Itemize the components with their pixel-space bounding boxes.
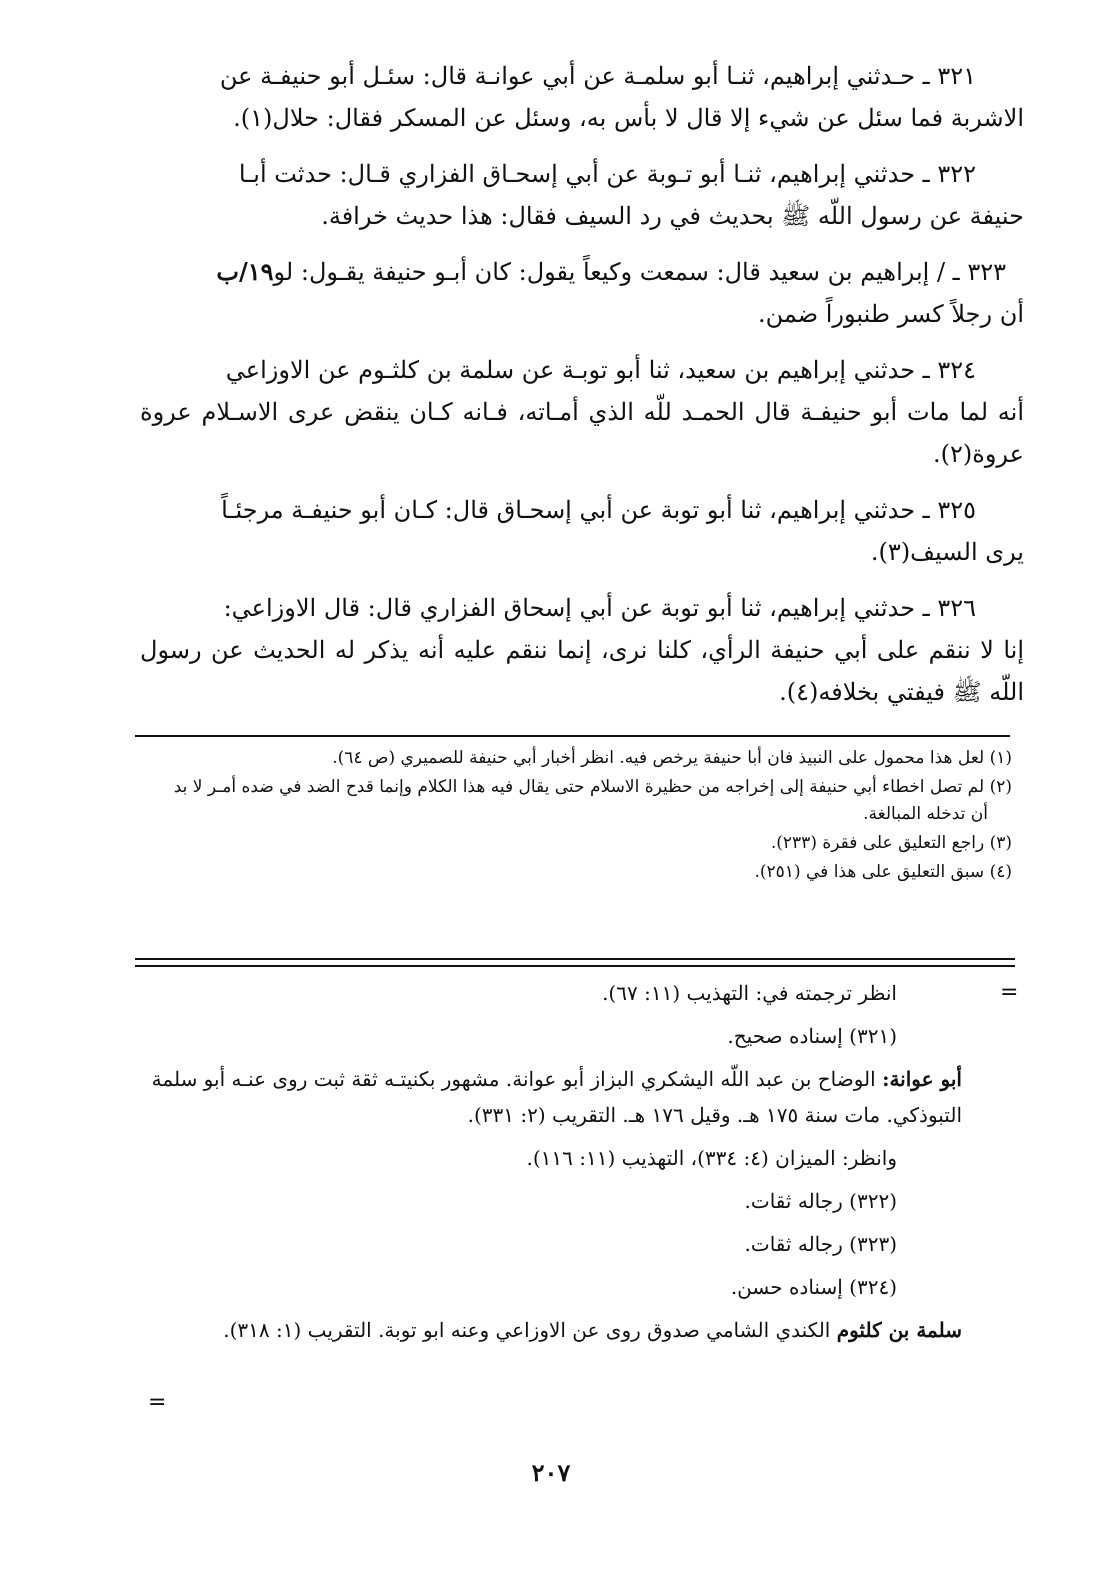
page-number: ٢٠٧ — [531, 1458, 571, 1487]
note — [135, 1312, 962, 1348]
hadith-line — [80, 251, 1054, 293]
note: (٣٢٢) رجاله ثقات. — [744, 1189, 897, 1213]
hadith-line: ٣٢٥ ـ حدثني إبراهيم، ثنا أبو توبة عن أبي إسحـاق قال: كـان أبو حنيفـة مرجئـاً — [221, 496, 976, 524]
hadith-324 — [140, 349, 1024, 475]
hadith-line: ٣٢٤ ـ حدثني إبراهيم بن سعيد، ثنا أبو توبـة عن سلمة بن كلثـوم عن الاوزاعي — [225, 356, 976, 384]
footnote-separator — [135, 735, 1010, 737]
note-text: الكندي الشامي صدوق روى عن الاوزاعي وعنه ابو توبة. التقريب (١: ٣١٨). — [223, 1318, 837, 1342]
note: (٣٢٣) رجاله ثقات. — [744, 1232, 897, 1256]
footnote — [135, 774, 1012, 828]
note — [135, 1061, 962, 1133]
manuscript-folio-ref: ١٩/ب — [216, 257, 274, 286]
footnote-continuation: أن تدخله المبالغة. — [863, 804, 988, 824]
hadith-321 — [140, 55, 1024, 139]
hadith-line: ٣٢٦ ـ حدثني إبراهيم، ثنا أبو توبة عن أبي إسحاق الفزاري قال: قال الاوزاعي: — [223, 594, 976, 622]
note-name: سلمة بن كلثوم — [836, 1318, 962, 1342]
hadith-line-text: ٣٢٣ ـ / إبراهيم بن سعيد قال: سمعت وكيعاً يقول: كان أبـو حنيفة يقـول: لو — [273, 258, 1006, 286]
note: (٣٢١) إسناده صحيح. — [727, 1024, 897, 1048]
hadith-line: حنيفة عن رسول اللّه ﷺ بحديث في رد السيف فقال: هذا حديث خرافة. — [321, 202, 1024, 230]
main-text — [140, 55, 1024, 727]
editor-notes — [135, 975, 962, 1355]
footnote-text: (٢) لم تصل اخطاء أبي حنيفة إلى إخراجه من حظيرة الاسلام حتى يقال فيه هذا الكلام وإنما قدح الضد في ضده أمـر لا بد — [173, 777, 1012, 797]
note: وانظر: الميزان (٤: ٣٣٤)، التهذيب (١١: ١١٦). — [526, 1146, 897, 1170]
hadith-line: الاشربة فما سئل عن شيء إلا قال لا بأس به، وسئل عن المسكر فقال: حلال(١). — [233, 104, 1024, 132]
footnote: (١) لعل هذا محمول على النبيذ فان أبا حنيفة يرخص فيه. انظر أخبار أبي حنيفة للصميري (ص ٦٤). — [332, 748, 1012, 768]
footnote: (٤) سبق التعليق على هذا في (٢٥١). — [754, 862, 1012, 882]
hadith-line: أن رجلاً كسر طنبوراً ضمن. — [757, 300, 1024, 328]
hadith-326 — [140, 587, 1024, 713]
note: انظر ترجمته في: التهذيب (١١: ٦٧). — [602, 981, 897, 1005]
note: (٣٢٤) إسناده حسن. — [730, 1275, 897, 1299]
hadith-322 — [140, 153, 1024, 237]
continuation-mark: = — [1000, 980, 1019, 1005]
note-text: الوضاح بن عبد اللّه اليشكري البزاز أبو عوانة. مشهور بكنيتـه ثقة ثبت روى عنـه أبو سلمة التبوذكي. مات سنة ١٧٥ هـ. وقيل ١٧٦ هـ. التقريب (٢: ٣٣١). — [151, 1067, 962, 1127]
hadith-323 — [80, 251, 1054, 335]
note-name: أبو عوانة: — [882, 1067, 962, 1091]
hadith-line: ٣٢١ ـ حـدثني إبراهيم، ثنـا أبو سلمـة عن أبي عوانـة قال: سئـل أبو حنيفـة عن — [219, 62, 976, 90]
footnotes — [135, 745, 1012, 888]
notes-separator — [135, 958, 1015, 967]
hadith-line: ٣٢٢ ـ حدثني إبراهيم، ثنـا أبو تـوبة عن أبي إسحـاق الفزاري قـال: حدثت أبـا — [238, 160, 976, 188]
footnote: (٣) راجع التعليق على فقرة (٢٣٣). — [770, 833, 1012, 853]
hadith-line: إنا لا ننقم على أبي حنيفة الرأي، كلنا نرى، إنما ننقم عليه أنه يذكر له الحديث عن رسول اللّه ﷺ فيفتي بخلافه(٤). — [140, 636, 1024, 706]
hadith-line: يرى السيف(٣). — [870, 538, 1024, 566]
hadith-line: أنه لما مات أبو حنيفـة قال الحمـد للّه الذي أمـاته، فـانه كـان ينقض عرى الاسـلام عروة عروة(٢). — [140, 398, 1024, 468]
hadith-325 — [140, 489, 1024, 573]
continuation-mark: = — [148, 1390, 167, 1415]
